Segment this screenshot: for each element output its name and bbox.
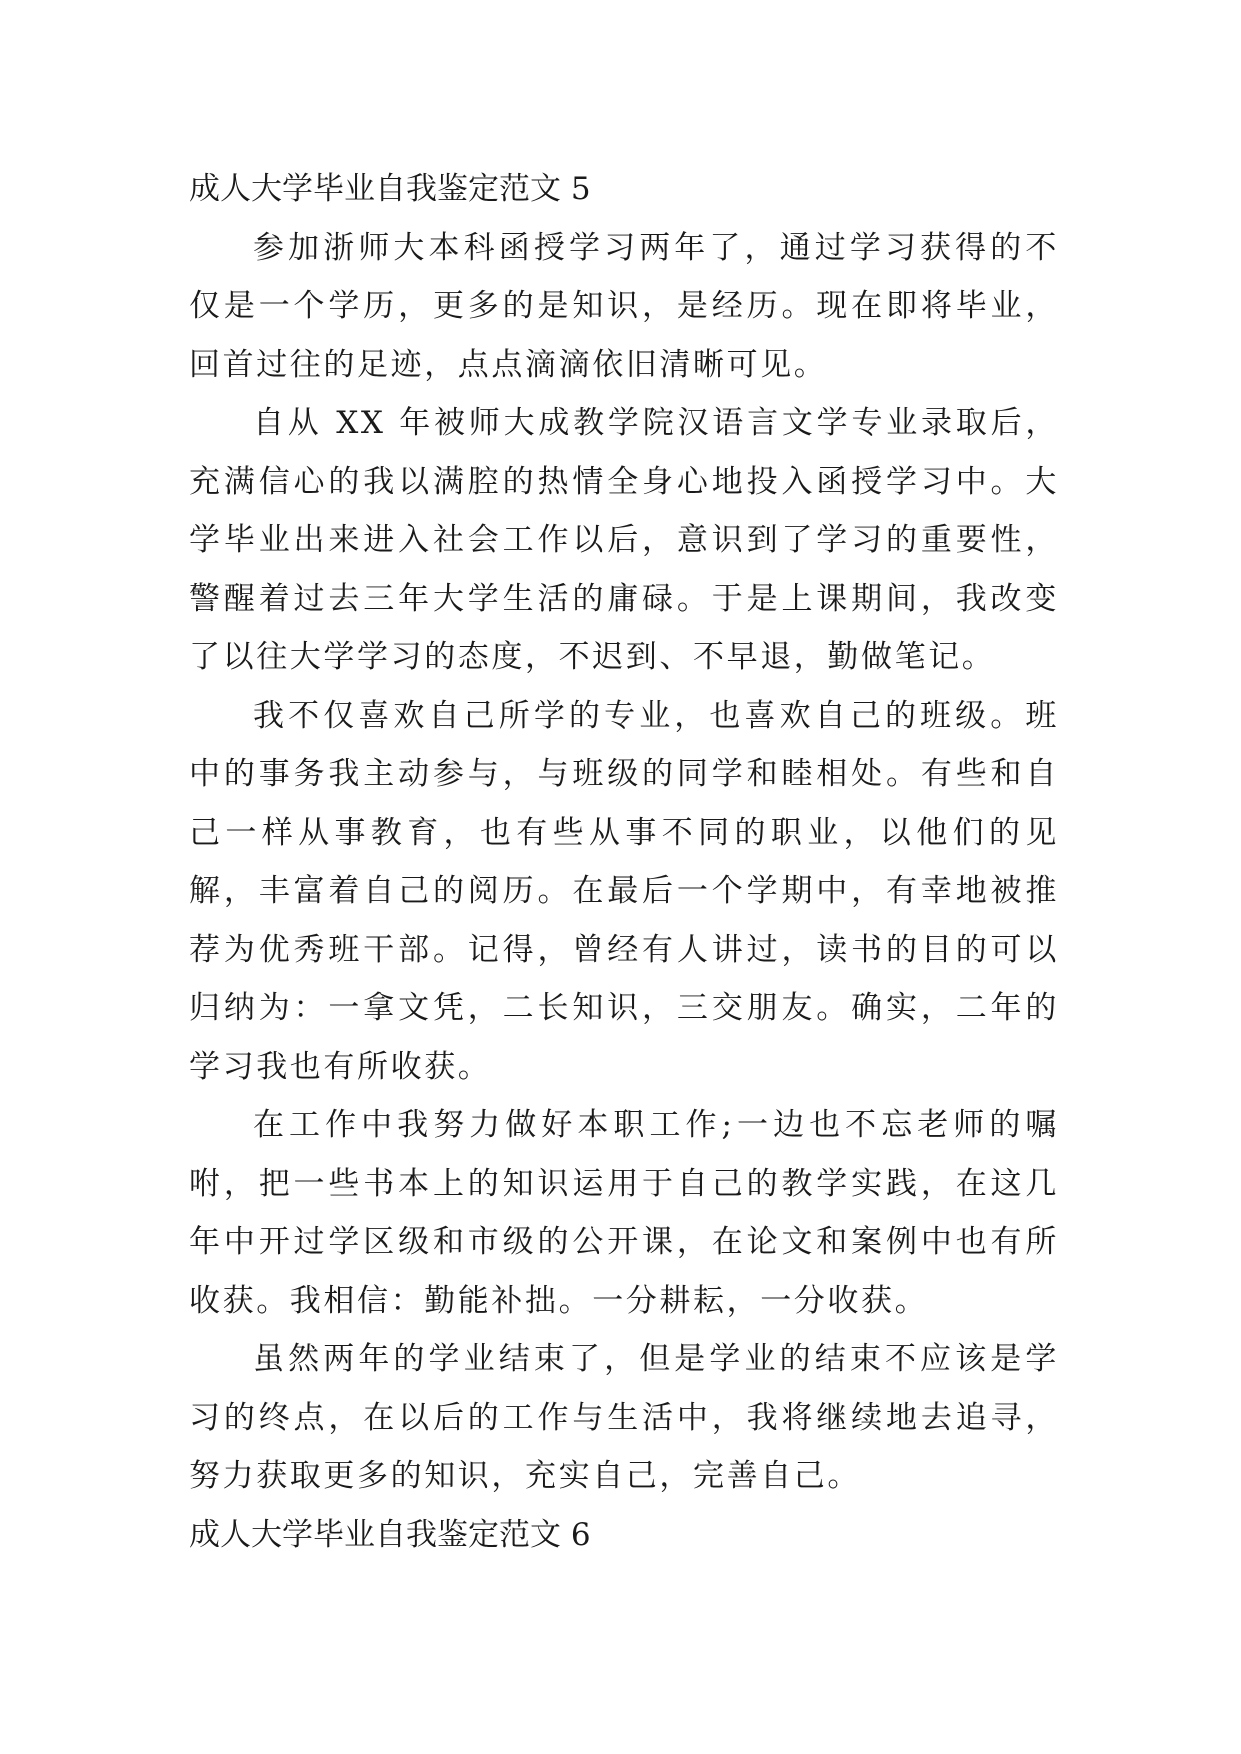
paragraph-2: 自从 XX 年被师大成教学院汉语言文学专业录取后，充满信心的我以满腔的热情全身心地投入函授学习中。大学毕业出来进入社会工作以后，意识到了学习的重要性，警醒着过去三年大学生活的庸碌。于是上课期间，我改变了以往大学学习的态度，不迟到、不早退，勤做笔记。 bbox=[189, 405, 1059, 675]
section-heading-6: 成人大学毕业自我鉴定范文 6 bbox=[189, 1516, 591, 1553]
paragraph-5: 虽然两年的学业结束了，但是学业的结束不应该是学习的终点，在以后的工作与生活中，我将继续地去追寻，努力获取更多的知识，充实自己，完善自己。 bbox=[189, 1341, 1059, 1494]
document-body bbox=[189, 160, 1059, 1564]
paragraph-3: 我不仅喜欢自己所学的专业，也喜欢自己的班级。班中的事务我主动参与，与班级的同学和睦相处。有些和自己一样从事教育，也有些从事不同的职业，以他们的见解，丰富着自己的阅历。在最后一个学期中，有幸地被推荐为优秀班干部。记得，曾经有人讲过，读书的目的可以归纳为：一拿文凭，二长知识，三交朋友。确实，二年的学习我也有所收获。 bbox=[189, 697, 1059, 1085]
section-heading-5: 成人大学毕业自我鉴定范文 5 bbox=[189, 171, 591, 207]
paragraph-4: 在工作中我努力做好本职工作;一边也不忘老师的嘱咐，把一些书本上的知识运用于自己的教学实践，在这几年中开过学区级和市级的公开课，在论文和案例中也有所收获。我相信：勤能补拙。一分耕耘，一分收获。 bbox=[189, 1107, 1059, 1319]
paragraph-1: 参加浙师大本科函授学习两年了，通过学习获得的不仅是一个学历，更多的是知识，是经历。现在即将毕业，回首过往的足迹，点点滴滴依旧清晰可见。 bbox=[189, 229, 1059, 383]
